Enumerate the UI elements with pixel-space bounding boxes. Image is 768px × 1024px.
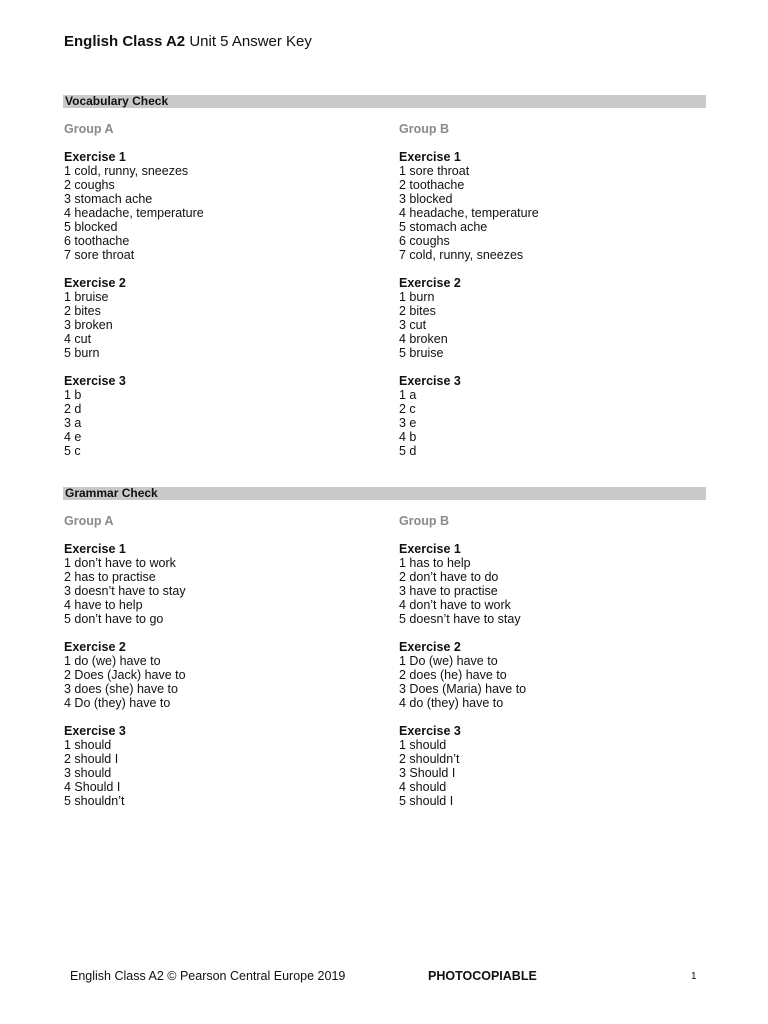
exercise-block <box>399 542 526 626</box>
answer-item: 3 Does (Maria) have to <box>399 682 527 696</box>
exercise-title: Exercise 1 <box>64 542 126 556</box>
answer-item: 3 have to practise <box>399 584 498 598</box>
answer-item: 2 Does (Jack) have to <box>64 668 186 682</box>
exercise-block <box>399 724 526 808</box>
footer-photocopiable: PHOTOCOPIABLE <box>428 969 537 983</box>
answer-item: 6 coughs <box>399 234 450 248</box>
answer-item: 7 sore throat <box>64 248 135 262</box>
answer-item: 2 don’t have to do <box>399 570 499 584</box>
exercise-block <box>399 150 539 262</box>
grammar-group-a <box>64 514 186 822</box>
exercise-title: Exercise 2 <box>64 640 126 654</box>
exercise-block <box>399 640 526 710</box>
answer-item: 2 should I <box>64 752 119 766</box>
answer-item: 3 broken <box>64 318 113 332</box>
exercise-title: Exercise 3 <box>399 724 461 738</box>
answer-item: 1 don’t have to work <box>64 556 176 570</box>
answer-item: 5 blocked <box>64 220 118 234</box>
group-label: Group B <box>399 122 449 136</box>
answer-item: 3 a <box>64 416 82 430</box>
answer-item: 4 headache, temperature <box>64 206 204 220</box>
answer-item: 2 c <box>399 402 416 416</box>
answer-item: 1 bruise <box>64 290 109 304</box>
answer-item: 4 Do (they) have to <box>64 696 171 710</box>
answer-item: 2 has to practise <box>64 570 156 584</box>
answer-item: 2 bites <box>64 304 101 318</box>
answer-item: 5 shouldn’t <box>64 794 125 808</box>
answer-item: 1 a <box>399 388 417 402</box>
answer-item: 3 doesn’t have to stay <box>64 584 186 598</box>
answer-item: 4 e <box>64 430 82 444</box>
answer-item: 1 has to help <box>399 556 471 570</box>
answer-item: 3 does (she) have to <box>64 682 178 696</box>
section-header-vocabulary: Vocabulary Check <box>63 95 706 108</box>
answer-item: 5 stomach ache <box>399 220 488 234</box>
answer-item: 1 should <box>399 738 447 752</box>
exercise-title: Exercise 2 <box>64 276 126 290</box>
exercise-title: Exercise 3 <box>64 374 126 388</box>
group-label: Group B <box>399 514 449 528</box>
answer-item: 4 headache, temperature <box>399 206 539 220</box>
answer-item: 5 d <box>399 444 417 458</box>
answer-item: 6 toothache <box>64 234 130 248</box>
page-title-bold: English Class A2 <box>64 33 186 50</box>
answer-item: 4 don’t have to work <box>399 598 511 612</box>
page-title-rest: Unit 5 Answer Key <box>189 33 312 50</box>
answer-item: 5 bruise <box>399 346 444 360</box>
answer-item: 1 should <box>64 738 112 752</box>
exercise-title: Exercise 3 <box>399 374 461 388</box>
answer-item: 5 burn <box>64 346 100 360</box>
exercise-title: Exercise 1 <box>399 150 461 164</box>
footer-copyright: English Class A2 © Pearson Central Europe 2019 <box>70 969 346 983</box>
answer-item: 2 toothache <box>399 178 465 192</box>
answer-item: 4 should <box>399 780 447 794</box>
page-title <box>64 33 312 50</box>
group-label: Group A <box>64 122 114 136</box>
answer-item: 4 have to help <box>64 598 143 612</box>
exercise-title: Exercise 2 <box>399 276 461 290</box>
answer-item: 4 cut <box>64 332 92 346</box>
answer-item: 1 Do (we) have to <box>399 654 498 668</box>
answer-item: 1 b <box>64 388 82 402</box>
answer-item: 5 should I <box>399 794 454 808</box>
answer-item: 1 burn <box>399 290 435 304</box>
exercise-block <box>64 150 204 262</box>
exercise-block <box>64 640 186 710</box>
answer-item: 2 bites <box>399 304 436 318</box>
exercise-title: Exercise 1 <box>64 150 126 164</box>
answer-item: 4 do (they) have to <box>399 696 504 710</box>
answer-item: 2 d <box>64 402 82 416</box>
exercise-block <box>64 724 186 808</box>
answer-item: 2 does (he) have to <box>399 668 507 682</box>
answer-item: 4 b <box>399 430 417 444</box>
answer-item: 3 should <box>64 766 112 780</box>
exercise-block <box>64 276 204 360</box>
exercise-block <box>399 374 539 458</box>
answer-item: 3 blocked <box>399 192 453 206</box>
exercise-title: Exercise 3 <box>64 724 126 738</box>
answer-item: 3 Should I <box>399 766 456 780</box>
answer-item: 1 cold, runny, sneezes <box>64 164 189 178</box>
answer-item: 4 Should I <box>64 780 121 794</box>
group-label: Group A <box>64 514 114 528</box>
answer-item: 5 doesn’t have to stay <box>399 612 521 626</box>
page-number: 1 <box>691 971 697 982</box>
answer-item: 3 stomach ache <box>64 192 153 206</box>
answer-item: 3 e <box>399 416 417 430</box>
exercise-title: Exercise 1 <box>399 542 461 556</box>
answer-item: 4 broken <box>399 332 448 346</box>
vocab-group-a <box>64 122 204 472</box>
answer-item: 2 coughs <box>64 178 115 192</box>
vocab-group-b <box>399 122 539 472</box>
answer-item: 2 shouldn’t <box>399 752 460 766</box>
exercise-block <box>64 542 186 626</box>
section-header-grammar: Grammar Check <box>63 487 706 500</box>
exercise-block <box>64 374 204 458</box>
exercise-block <box>399 276 539 360</box>
answer-item: 1 do (we) have to <box>64 654 161 668</box>
grammar-group-b <box>399 514 526 822</box>
answer-item: 7 cold, runny, sneezes <box>399 248 524 262</box>
answer-item: 3 cut <box>399 318 427 332</box>
answer-item: 5 don’t have to go <box>64 612 164 626</box>
exercise-title: Exercise 2 <box>399 640 461 654</box>
answer-item: 5 c <box>64 444 81 458</box>
answer-item: 1 sore throat <box>399 164 470 178</box>
